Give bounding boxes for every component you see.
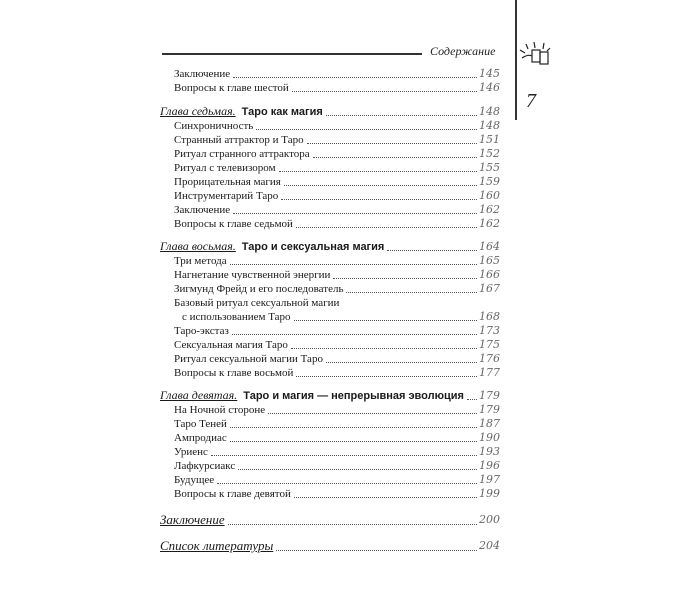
toc-entry[interactable]: Ампродиас 190 xyxy=(174,431,500,444)
toc-entry[interactable]: Вопросы к главе восьмой 177 xyxy=(174,366,500,379)
chapter-heading[interactable]: Глава седьмая. Таро как магия 148 xyxy=(160,105,500,118)
toc-entry[interactable]: Зигмунд Фрейд и его последователь 167 xyxy=(174,282,500,295)
toc-entry[interactable]: Инструментарий Таро 160 xyxy=(174,189,500,202)
chapter-heading[interactable]: Глава девятая. Таро и магия — непрерывная эволюция 179 xyxy=(160,389,500,402)
toc-entry[interactable]: Заключение 145 xyxy=(174,67,500,80)
toc-conclusion[interactable]: Заключение 200 xyxy=(160,512,500,527)
toc-entry[interactable]: Будущее 197 xyxy=(174,473,500,486)
toc-entry[interactable]: Таро Теней 187 xyxy=(174,417,500,430)
page-number: 7 xyxy=(526,90,536,112)
toc-entry[interactable]: Ритуал с телевизором 155 xyxy=(174,161,500,174)
toc-entry[interactable]: Сексуальная магия Таро 175 xyxy=(174,338,500,351)
toc-entry[interactable]: Заключение 162 xyxy=(174,203,500,216)
toc-entry[interactable]: Лафкурсиакс 196 xyxy=(174,459,500,472)
toc-entry[interactable]: Вопросы к главе шестой 146 xyxy=(174,81,500,94)
toc-bibliography[interactable]: Список литературы 204 xyxy=(160,538,500,553)
toc-entry[interactable]: Синхроничность 148 xyxy=(174,119,500,132)
running-header-title: Содержание xyxy=(430,44,496,58)
toc-entry[interactable]: Странный аттрактор и Таро 151 xyxy=(174,133,500,146)
toc-entry[interactable]: Нагнетание чувственной энергии 166 xyxy=(174,268,500,281)
toc-entry[interactable]: Ритуал странного аттрактора 152 xyxy=(174,147,500,160)
toc-entry[interactable]: с использованием Таро 168 xyxy=(182,310,500,323)
toc-entry[interactable]: Прорицательная магия 159 xyxy=(174,175,500,188)
toc-entry[interactable]: Таро-экстаз 173 xyxy=(174,324,500,337)
toc-entry[interactable]: Уриенс 193 xyxy=(174,445,500,458)
toc-entry[interactable]: Вопросы к главе седьмой 162 xyxy=(174,217,500,230)
toc-entry-line1[interactable]: Базовый ритуал сексуальной магии xyxy=(174,297,340,309)
toc-entry[interactable]: Три метода 165 xyxy=(174,254,500,267)
toc-entry[interactable]: Вопросы к главе девятой 199 xyxy=(174,487,500,500)
chapter-heading[interactable]: Глава восьмая. Таро и сексуальная магия 164 xyxy=(160,240,500,253)
toc-entry[interactable]: Ритуал сексуальной магии Таро 176 xyxy=(174,352,500,365)
toc-entry[interactable]: На Ночной стороне 179 xyxy=(174,403,500,416)
